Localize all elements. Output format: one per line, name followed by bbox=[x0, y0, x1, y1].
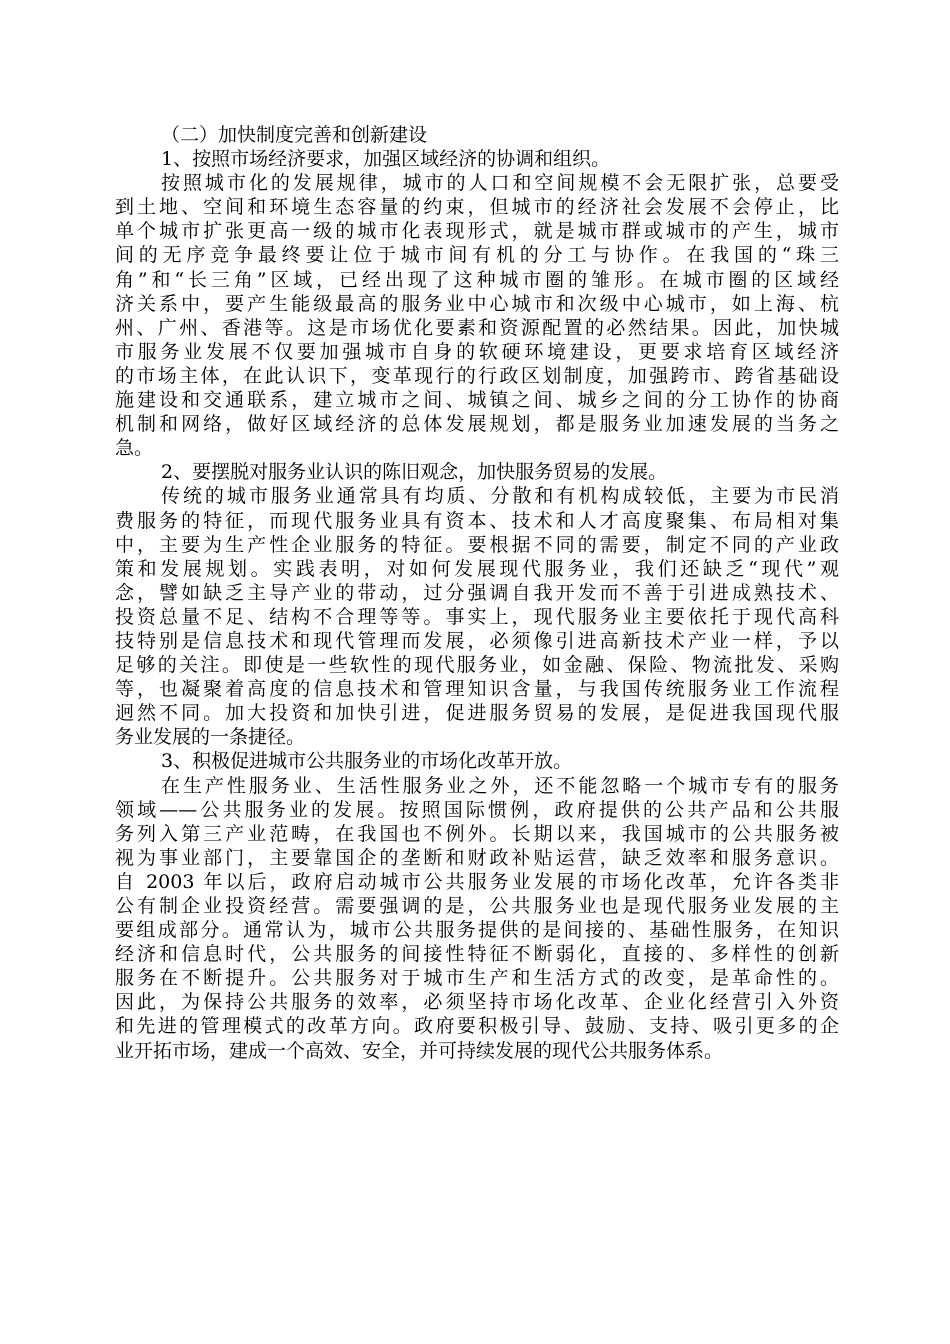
text-line: 施建设和交通联系，建立城市之间、城镇之间、城乡之间的分工协作的协商 bbox=[115, 389, 839, 412]
text-line: 策和发展规划。实践表明，对如何发展现代服务业，我们还缺乏“现代”观 bbox=[115, 557, 839, 580]
subsection-heading-2 bbox=[115, 460, 839, 484]
text-line: 要组成部分。通常认为，城市公共服务提供的是间接的、基础性服务，在知识 bbox=[115, 919, 839, 942]
text-line: 技特别是信息技术和现代管理而发展，必须像引进高新技术产业一样，予以 bbox=[115, 629, 839, 652]
text-line: 视为事业部门，主要靠国企的垄断和财政补贴运营，缺乏效率和服务意识。 bbox=[115, 846, 839, 869]
text-line: 3、积极促进城市公共服务业的市场化改革开放。 bbox=[161, 750, 573, 773]
text-line: 急。 bbox=[115, 437, 154, 460]
text-line: 服务在不断提升。公共服务对于城市生产和生活方式的改变，是革命性的。 bbox=[115, 967, 839, 990]
text-line: 等，也凝聚着高度的信息技术和管理知识含量，与我国传统服务业工作流程 bbox=[115, 678, 839, 701]
text-line: 和先进的管理模式的改革方向。政府要积极引导、鼓励、支持、吸引更多的企 bbox=[115, 1015, 839, 1038]
text-line: （二）加快制度完善和创新建设 bbox=[161, 124, 428, 146]
text-line: 州、广州、香港等。这是市场优化要素和资源配置的必然结果。因此，加快城 bbox=[115, 316, 839, 339]
text-line: 经济和信息时代，公共服务的间接性特征不断弱化，直接的、多样性的创新 bbox=[115, 943, 839, 966]
text-line: 中，主要为生产性企业服务的特征。要根据不同的需要，制定不同的产业政 bbox=[115, 533, 839, 556]
text-line: 济关系中，要产生能级最高的服务业中心城市和次级中心城市，如上海、杭 bbox=[115, 292, 839, 315]
text-line: 足够的关注。即使是一些软性的现代服务业，如金融、保险、物流批发、采购 bbox=[115, 654, 839, 677]
text-line: 市服务业发展不仅要加强城市自身的软硬环境建设，更要求培育区域经济 bbox=[115, 340, 839, 363]
text-line: 机制和网络，做好区域经济的总体发展规划，都是服务业加速发展的当务之 bbox=[115, 413, 839, 436]
text-line: 角”和“长三角”区域，已经出现了这种城市圈的雏形。在城市圈的区域经 bbox=[115, 268, 839, 291]
document-page bbox=[115, 123, 839, 1063]
paragraph-2 bbox=[115, 484, 839, 749]
text-line: 业开拓市场，建成一个高效、安全，并可持续发展的现代公共服务体系。 bbox=[115, 1039, 724, 1062]
text-line: 务列入第三产业范畴，在我国也不例外。长期以来，我国城市的公共服务被 bbox=[115, 822, 839, 845]
text-line: 2、要摆脱对服务业认识的陈旧观念，加快服务贸易的发展。 bbox=[161, 461, 668, 484]
subsection-heading-1 bbox=[115, 147, 839, 171]
text-line: 投资总量不足、结构不合理等等。事实上，现代服务业主要依托于现代高科 bbox=[115, 605, 839, 628]
paragraph-1 bbox=[115, 171, 839, 460]
text-line: 费服务的特征，而现代服务业具有资本、技术和人才高度聚集、布局相对集 bbox=[115, 509, 839, 532]
text-line: 公有制企业投资经营。需要强调的是，公共服务业也是现代服务业发展的主 bbox=[115, 895, 839, 917]
text-line: 传统的城市服务业通常具有均质、分散和有机构成较低，主要为市民消 bbox=[161, 485, 839, 508]
text-line: 务业发展的一条捷径。 bbox=[115, 726, 306, 749]
text-line: 因此，为保持公共服务的效率，必须坚持市场化改革、企业化经营引入外资 bbox=[115, 991, 839, 1014]
text-line: 念，譬如缺乏主导产业的带动，过分强调自我开发而不善于引进成熟技术、 bbox=[115, 581, 839, 604]
text-line: 领域——公共服务业的发展。按照国际惯例，政府提供的公共产品和公共服 bbox=[115, 798, 839, 821]
text-line: 迥然不同。加大投资和加快引进，促进服务贸易的发展，是促进我国现代服 bbox=[115, 702, 839, 725]
text-line: 自 2003 年以后，政府启动城市公共服务业发展的市场化改革，允许各类非 bbox=[115, 870, 839, 893]
text-line: 间的无序竞争最终要让位于城市间有机的分工与协作。在我国的“珠三 bbox=[115, 244, 839, 267]
text-line: 单个城市扩张更高一级的城市化表现形式，就是城市群或城市的产生，城市 bbox=[115, 220, 839, 243]
text-line: 的市场主体，在此认识下，变革现行的行政区划制度，加强跨市、跨省基础设 bbox=[115, 364, 839, 387]
text-line: 按照城市化的发展规律，城市的人口和空间规模不会无限扩张，总要受 bbox=[161, 172, 839, 195]
text-line: 1、按照市场经济要求，加强区域经济的协调和组织。 bbox=[161, 148, 611, 171]
paragraph-3 bbox=[115, 774, 839, 1063]
section-heading bbox=[115, 123, 839, 147]
text-line: 到土地、空间和环境生态容量的约束，但城市的经济社会发展不会停止，比 bbox=[115, 196, 839, 219]
text-line: 在生产性服务业、生活性服务业之外，还不能忽略一个城市专有的服务 bbox=[161, 774, 839, 797]
subsection-heading-3 bbox=[115, 749, 839, 773]
